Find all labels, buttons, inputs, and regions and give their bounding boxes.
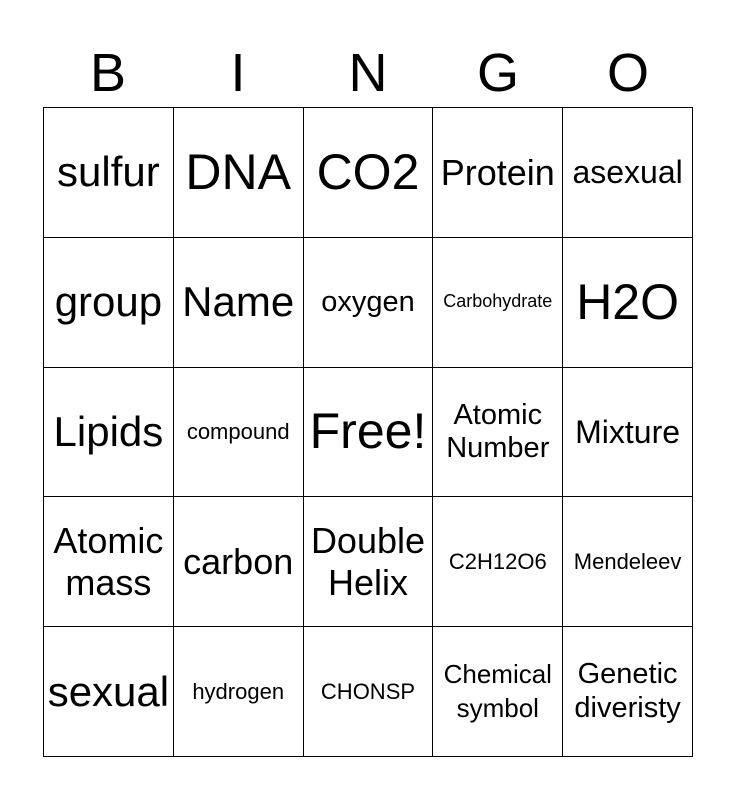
cell-text: Mendeleev [573,549,682,575]
cell-text: compound [186,419,290,445]
bingo-cell[interactable] [44,238,174,368]
bingo-cell[interactable] [563,627,693,757]
header-letter-b: B [89,43,127,103]
bingo-cell[interactable] [174,108,304,238]
cell-text: asexual [572,154,683,190]
bingo-cell[interactable] [563,497,693,627]
bingo-cell[interactable] [304,497,434,627]
header-letter-n: N [348,43,388,103]
bingo-cell[interactable] [304,627,434,757]
cell-text: oxygen [321,285,415,318]
header-letter-o: O [606,43,649,103]
cell-text: group [54,278,163,326]
cell-text: Carbohydrate [443,291,553,312]
cell-text: Name [182,278,295,326]
cell-text: C2H12O6 [448,549,547,575]
cell-text: carbon [183,541,294,583]
cell-text: Protein [440,151,555,193]
bingo-cell[interactable] [433,368,563,498]
cell-text: Genetic diveristy [574,658,681,724]
bingo-cell[interactable] [304,238,434,368]
cell-text: sulfur [57,148,160,196]
cell-text: sexual [47,667,170,715]
bingo-cell[interactable] [433,627,563,757]
header-letter-g: G [476,43,519,103]
bingo-cell[interactable] [174,497,304,627]
cell-text: CO2 [316,143,420,200]
bingo-cell[interactable] [433,238,563,368]
bingo-cell[interactable] [563,368,693,498]
cell-text: hydrogen [192,678,285,704]
cell-text: H2O [576,273,679,330]
bingo-cell[interactable] [44,368,174,498]
bingo-cell[interactable] [563,238,693,368]
bingo-cell[interactable] [44,497,174,627]
cell-text: CHONSP [320,678,416,704]
free-space-cell[interactable] [304,368,434,498]
bingo-header [43,40,693,106]
bingo-card-grid [43,107,693,757]
cell-text: DNA [185,143,291,200]
cell-text: Mixture [575,413,681,450]
bingo-cell[interactable] [44,108,174,238]
bingo-cell[interactable] [433,108,563,238]
cell-text: Atomic mass [53,520,164,603]
cell-text: Double Helix [310,520,426,603]
free-space-text: Free! [309,403,427,460]
bingo-cell[interactable] [433,497,563,627]
bingo-cell[interactable] [44,627,174,757]
cell-text: Chemical symbol [443,658,552,723]
header-letter-i: I [230,43,246,103]
cell-text: Lipids [53,407,164,455]
bingo-cell[interactable] [174,627,304,757]
bingo-cell[interactable] [563,108,693,238]
cell-text: Atomic Number [446,398,550,464]
bingo-cell[interactable] [174,368,304,498]
bingo-cell[interactable] [304,108,434,238]
bingo-cell[interactable] [174,238,304,368]
